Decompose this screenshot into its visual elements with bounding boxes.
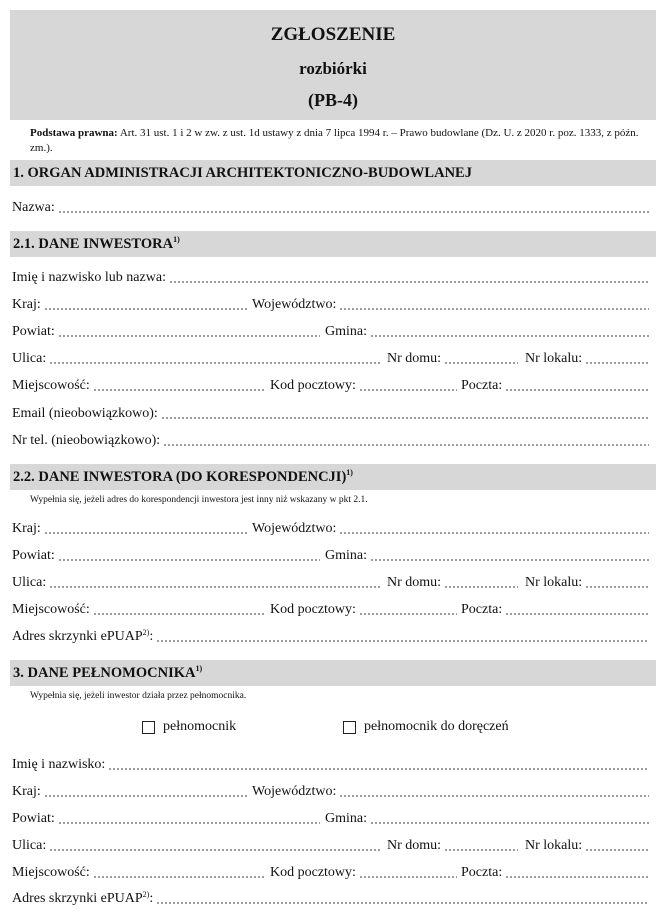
corr-kod-field[interactable]: [270, 602, 460, 618]
investor-kraj-field[interactable]: [12, 297, 250, 313]
proxy-miejscowosc-row: [12, 865, 652, 882]
organ-name-input[interactable]: [58, 211, 649, 213]
proxy-kod-field[interactable]: [270, 865, 460, 881]
epuap-label: Adres skrzynki ePUAP$^{2)}$:: [12, 890, 154, 906]
kod-pocztowy-input[interactable]: [359, 876, 457, 878]
proxy-name-field[interactable]: [12, 757, 652, 773]
investor-name-label: Imię i nazwisko lub nazwa:: [12, 270, 166, 285]
nr-domu-input[interactable]: [444, 362, 518, 364]
proxy-miejscowosc-field[interactable]: [12, 865, 268, 881]
kod-pocztowy-label: Kod pocztowy:: [270, 865, 356, 880]
proxy-epuap-row: [12, 891, 652, 908]
miejscowosc-input[interactable]: [93, 613, 265, 615]
miejscowosc-input[interactable]: [93, 876, 265, 878]
investor-name-field[interactable]: [12, 270, 652, 286]
corr-epuap-row: [12, 629, 652, 646]
ulica-label: Ulica:: [12, 351, 47, 366]
pelnomocnik-label: pełnomocnik: [163, 719, 237, 734]
kraj-input[interactable]: [44, 795, 247, 797]
investor-nr-domu-field[interactable]: [387, 351, 521, 367]
email-label: Email (nieobowiązkowo):: [12, 406, 158, 421]
nr-lokalu-label: Nr lokalu:: [525, 351, 583, 366]
proxy-ulica-row: [12, 838, 652, 855]
kraj-label: Kraj:: [12, 784, 41, 799]
investor-ulica-row: [12, 351, 652, 368]
ulica-label: Ulica:: [12, 575, 47, 590]
legal-basis-label: Podstawa prawna:: [30, 127, 118, 139]
corr-ulica-field[interactable]: [12, 575, 385, 591]
epuap-footnote: 2): [142, 628, 150, 637]
proxy-name-row: [12, 757, 652, 774]
epuap-input[interactable]: [156, 640, 649, 642]
wojewodztwo-label: Województwo:: [252, 784, 337, 799]
gmina-input[interactable]: [370, 559, 649, 561]
gmina-label: Gmina:: [325, 548, 367, 563]
nr-lokalu-input[interactable]: [585, 362, 649, 364]
section-21-header: [10, 231, 656, 257]
option-pelnomocnik-doreczen[interactable]: [343, 717, 509, 737]
corr-epuap-field[interactable]: [12, 629, 652, 645]
powiat-label: Powiat:: [12, 811, 55, 826]
gmina-input[interactable]: [370, 335, 649, 337]
investor-miejscowosc-field[interactable]: [12, 378, 268, 394]
nr-domu-input[interactable]: [444, 849, 518, 851]
investor-poczta-field[interactable]: [461, 378, 652, 394]
gmina-label: Gmina:: [325, 324, 367, 339]
section-3-header: [10, 660, 656, 686]
wojewodztwo-input[interactable]: [339, 308, 649, 310]
kod-pocztowy-label: Kod pocztowy:: [270, 602, 356, 617]
section-22-footnote: 1): [346, 468, 353, 477]
wojewodztwo-input[interactable]: [339, 532, 649, 534]
investor-nr-lokalu-field[interactable]: [525, 351, 652, 367]
powiat-input[interactable]: [58, 822, 320, 824]
pelnomocnik-doreczen-checkbox[interactable]: [343, 721, 356, 734]
investor-wojewodztwo-field[interactable]: [252, 297, 652, 313]
kraj-label: Kraj:: [12, 297, 41, 312]
poczta-label: Poczta:: [461, 865, 503, 880]
pelnomocnik-doreczen-label: pełnomocnik do doręczeń: [364, 719, 509, 734]
nr-lokalu-input[interactable]: [585, 849, 649, 851]
section-1-title: 1. ORGAN ADMINISTRACJI ARCHITEKTONICZNO-BUDOWLANEJ: [13, 165, 472, 181]
miejscowosc-label: Miejscowość:: [12, 865, 90, 880]
investor-name-input[interactable]: [169, 281, 649, 283]
corr-nr-domu-field[interactable]: [387, 575, 521, 591]
proxy-ulica-field[interactable]: [12, 838, 385, 854]
section-21-title: 2.1. DANE INWESTORA: [13, 236, 174, 252]
proxy-wojewodztwo-field[interactable]: [252, 784, 652, 800]
investor-kraj-row: [12, 297, 652, 314]
wojewodztwo-label: Województwo:: [252, 297, 337, 312]
kod-pocztowy-input[interactable]: [359, 389, 457, 391]
tel-input[interactable]: [163, 444, 649, 446]
powiat-input[interactable]: [58, 559, 320, 561]
section-3-title: 3. DANE PEŁNOMOCNIKA: [13, 665, 196, 681]
corr-miejscowosc-field[interactable]: [12, 602, 268, 618]
poczta-input[interactable]: [505, 389, 649, 391]
nr-domu-input[interactable]: [444, 586, 518, 588]
proxy-epuap-field[interactable]: [12, 891, 652, 907]
section-22-title: 2.2. DANE INWESTORA (DO KORESPONDENCJI): [13, 469, 347, 485]
ulica-input[interactable]: [49, 362, 382, 364]
kraj-label: Kraj:: [12, 521, 41, 536]
investor-powiat-field[interactable]: [12, 324, 323, 340]
investor-email-field[interactable]: [12, 406, 652, 422]
corr-gmina-field[interactable]: [325, 548, 652, 564]
ulica-input[interactable]: [49, 586, 382, 588]
investor-kod-field[interactable]: [270, 378, 460, 394]
investor-email-row: [12, 406, 652, 423]
wojewodztwo-input[interactable]: [339, 795, 649, 797]
proxy-poczta-field[interactable]: [461, 865, 652, 881]
kraj-input[interactable]: [44, 532, 247, 534]
form-subtitle: rozbiórki: [299, 59, 367, 78]
section-21-footnote: 1): [173, 235, 180, 244]
investor-miejscowosc-row: [12, 378, 652, 395]
corr-kraj-field[interactable]: [12, 521, 250, 537]
nr-lokalu-label: Nr lokalu:: [525, 838, 583, 853]
epuap-label-text: Adres skrzynki ePUAP: [12, 891, 143, 906]
miejscowosc-label: Miejscowość:: [12, 602, 90, 617]
poczta-label: Poczta:: [461, 378, 503, 393]
proxy-name-label: Imię i nazwisko:: [12, 757, 106, 772]
powiat-label: Powiat:: [12, 548, 55, 563]
proxy-name-input[interactable]: [108, 768, 649, 770]
poczta-input[interactable]: [505, 876, 649, 878]
form-title: ZGŁOSZENIE: [270, 24, 396, 45]
investor-gmina-field[interactable]: [325, 324, 652, 340]
investor-name-row: [12, 270, 652, 287]
nr-domu-label: Nr domu:: [387, 351, 442, 366]
organ-name-label: Nazwa:: [12, 200, 55, 215]
section-3-note: Wypełnia się, jeżeli inwestor działa przez pełnomocnika.: [30, 691, 247, 701]
nr-lokalu-input[interactable]: [585, 586, 649, 588]
kraj-input[interactable]: [44, 308, 247, 310]
miejscowosc-label: Miejscowość:: [12, 378, 90, 393]
ulica-input[interactable]: [49, 849, 382, 851]
proxy-kraj-field[interactable]: [12, 784, 250, 800]
organ-name-row: [12, 200, 652, 217]
proxy-nr-lokalu-field[interactable]: [525, 838, 652, 854]
ulica-label: Ulica:: [12, 838, 47, 853]
proxy-kraj-row: [12, 784, 652, 801]
section-22-note: Wypełnia się, jeżeli adres do korespondencji inwestora jest inny niż wskazany w pkt 2.1.: [30, 495, 368, 505]
nr-domu-label: Nr domu:: [387, 838, 442, 853]
poczta-label: Poczta:: [461, 602, 503, 617]
section-1-header: [10, 160, 656, 186]
gmina-label: Gmina:: [325, 811, 367, 826]
corr-miejscowosc-row: [12, 602, 652, 619]
proxy-gmina-field[interactable]: [325, 811, 652, 827]
form-code: (PB-4): [308, 90, 358, 110]
corr-poczta-field[interactable]: [461, 602, 652, 618]
tel-label: Nr tel. (nieobowiązkowo):: [12, 433, 161, 448]
email-input[interactable]: [161, 417, 649, 419]
epuap-label: Adres skrzynki ePUAP$^{2)}$:: [12, 628, 154, 644]
investor-tel-field[interactable]: [12, 433, 652, 449]
corr-powiat-field[interactable]: [12, 548, 323, 564]
wojewodztwo-label: Województwo:: [252, 521, 337, 536]
kod-pocztowy-label: Kod pocztowy:: [270, 378, 356, 393]
proxy-nr-domu-field[interactable]: [387, 838, 521, 854]
epuap-label-text: Adres skrzynki ePUAP: [12, 629, 143, 644]
section-3-footnote: 1): [195, 664, 203, 673]
kod-pocztowy-input[interactable]: [359, 613, 457, 615]
powiat-label: Powiat:: [12, 324, 55, 339]
option-pelnomocnik[interactable]: [142, 717, 236, 737]
corr-kraj-row: [12, 521, 652, 538]
gmina-input[interactable]: [370, 822, 649, 824]
powiat-input[interactable]: [58, 335, 320, 337]
epuap-footnote: 2): [142, 890, 150, 899]
epuap-input[interactable]: [156, 902, 649, 904]
corr-powiat-row: [12, 548, 652, 565]
corr-nr-lokalu-field[interactable]: [525, 575, 652, 591]
legal-basis-text: Art. 31 ust. 1 i 2 w zw. z ust. 1d ustawy z dnia 7 lipca 1994 r. – Prawo budowlane (Dz. U. z 2020 r. poz. 1333, z późn. zm.).: [30, 127, 639, 154]
proxy-powiat-field[interactable]: [12, 811, 323, 827]
corr-wojewodztwo-field[interactable]: [252, 521, 652, 537]
investor-ulica-field[interactable]: [12, 351, 385, 367]
poczta-input[interactable]: [505, 613, 649, 615]
miejscowosc-input[interactable]: [93, 389, 265, 391]
nr-lokalu-label: Nr lokalu:: [525, 575, 583, 590]
legal-basis: [30, 126, 640, 156]
pelnomocnik-checkbox[interactable]: [142, 721, 155, 734]
nr-domu-label: Nr domu:: [387, 575, 442, 590]
section-22-header: [10, 464, 656, 490]
form-header: [10, 10, 656, 120]
investor-tel-row: [12, 433, 652, 450]
corr-ulica-row: [12, 575, 652, 592]
proxy-powiat-row: [12, 811, 652, 828]
investor-powiat-row: [12, 324, 652, 341]
organ-name-field[interactable]: [12, 200, 652, 216]
